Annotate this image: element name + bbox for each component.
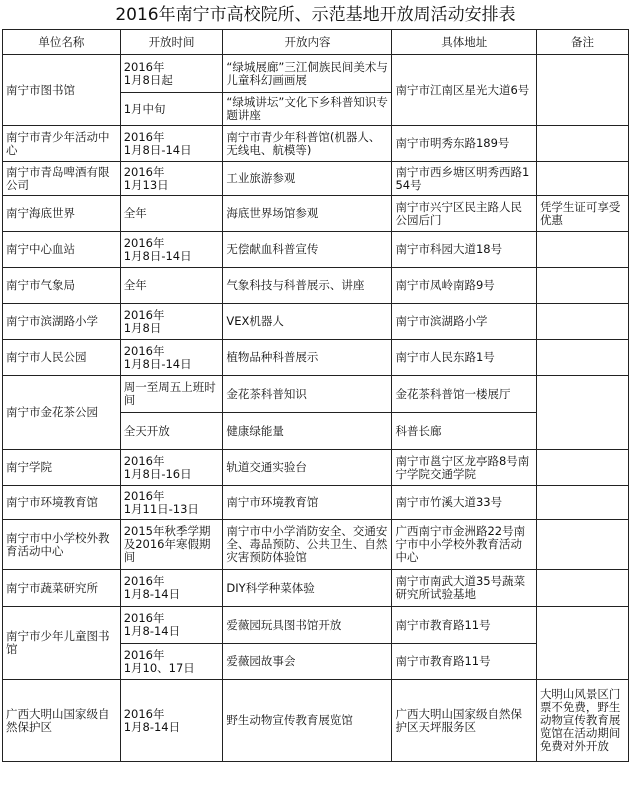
cell-time: 2016年 1月11日-13日 bbox=[120, 486, 223, 520]
table-row bbox=[3, 162, 629, 196]
cell-content: 南宁市中小学消防安全、交通安全、毒品预防、公共卫生、自然灾害预防体验馆 bbox=[223, 520, 392, 570]
cell-address: 广西大明山国家级自然保护区天坪服务区 bbox=[392, 680, 536, 762]
cell-time: 2016年 1月10、17日 bbox=[120, 644, 223, 680]
cell-address: 南宁市兴宁区民主路人民公园后门 bbox=[392, 196, 536, 232]
cell-content: 工业旅游参观 bbox=[223, 162, 392, 196]
header-note: 备注 bbox=[536, 30, 628, 55]
table-row bbox=[3, 450, 629, 486]
cell-unit: 南宁市滨湖路小学 bbox=[3, 304, 121, 340]
cell-note bbox=[536, 55, 628, 126]
cell-address: 南宁市教育路11号 bbox=[392, 644, 536, 680]
cell-address: 南宁市滨湖路小学 bbox=[392, 304, 536, 340]
cell-time: 2016年 1月8日起 bbox=[120, 55, 223, 93]
header-unit: 单位名称 bbox=[3, 30, 121, 55]
cell-unit: 南宁市中小学校外教育活动中心 bbox=[3, 520, 121, 570]
cell-address: 南宁市竹溪大道33号 bbox=[392, 486, 536, 520]
cell-time: 2016年 1月8日-14日 bbox=[120, 232, 223, 268]
header-address: 具体地址 bbox=[392, 30, 536, 55]
cell-unit: 南宁市青岛啤酒有限公司 bbox=[3, 162, 121, 196]
table-row bbox=[3, 520, 629, 570]
cell-unit: 南宁市金花茶公园 bbox=[3, 376, 121, 450]
cell-content: 爱薇园玩具图书馆开放 bbox=[223, 607, 392, 644]
cell-note bbox=[536, 376, 628, 450]
cell-content: 南宁市环境教育馆 bbox=[223, 486, 392, 520]
cell-note bbox=[536, 126, 628, 162]
cell-note: 大明山风景区门票不免费，野生动物宣传教育展览馆在活动期间免费对外开放 bbox=[536, 680, 628, 762]
cell-content: 海底世界场馆参观 bbox=[223, 196, 392, 232]
table-row bbox=[3, 340, 629, 376]
cell-unit: 南宁市图书馆 bbox=[3, 55, 121, 126]
table-row bbox=[3, 196, 629, 232]
cell-unit: 南宁中心血站 bbox=[3, 232, 121, 268]
header-content: 开放内容 bbox=[223, 30, 392, 55]
cell-content: 爱薇园故事会 bbox=[223, 644, 392, 680]
cell-time: 2016年 1月13日 bbox=[120, 162, 223, 196]
cell-note bbox=[536, 268, 628, 304]
header-row bbox=[3, 30, 629, 55]
cell-time: 1月中旬 bbox=[120, 93, 223, 126]
cell-content: DIY科学种菜体验 bbox=[223, 570, 392, 607]
cell-unit: 广西大明山国家级自然保护区 bbox=[3, 680, 121, 762]
cell-content: 气象科技与科普展示、讲座 bbox=[223, 268, 392, 304]
cell-note bbox=[536, 570, 628, 607]
cell-time: 2016年 1月8-14日 bbox=[120, 680, 223, 762]
cell-address: 南宁市南武大道35号蔬菜研究所试验基地 bbox=[392, 570, 536, 607]
cell-address: 南宁市教育路11号 bbox=[392, 607, 536, 644]
table-row bbox=[3, 304, 629, 340]
table-row bbox=[3, 55, 629, 93]
cell-time: 全年 bbox=[120, 196, 223, 232]
cell-unit: 南宁市人民公园 bbox=[3, 340, 121, 376]
cell-content: 轨道交通实验台 bbox=[223, 450, 392, 486]
cell-address: 金花茶科普馆一楼展厅 bbox=[392, 376, 536, 413]
cell-time: 2016年 1月8日-14日 bbox=[120, 340, 223, 376]
cell-time: 周一至周五上班时间 bbox=[120, 376, 223, 413]
table-row bbox=[3, 570, 629, 607]
cell-note bbox=[536, 607, 628, 680]
table-row bbox=[3, 126, 629, 162]
cell-address: 南宁市明秀东路189号 bbox=[392, 126, 536, 162]
cell-time: 2016年 1月8-14日 bbox=[120, 570, 223, 607]
cell-content: 无偿献血科普宣传 bbox=[223, 232, 392, 268]
cell-time: 2015年秋季学期及2016年寒假期间 bbox=[120, 520, 223, 570]
cell-content: “绿城展廊”三江侗族民间美术与儿童科幻画画展 bbox=[223, 55, 392, 93]
cell-address: 南宁市江南区星光大道6号 bbox=[392, 55, 536, 126]
cell-time: 2016年 1月8-14日 bbox=[120, 607, 223, 644]
table-row bbox=[3, 268, 629, 304]
cell-unit: 南宁市气象局 bbox=[3, 268, 121, 304]
cell-content: “绿城讲坛”文化下乡科普知识专题讲座 bbox=[223, 93, 392, 126]
cell-content: 健康绿能量 bbox=[223, 413, 392, 450]
cell-note bbox=[536, 232, 628, 268]
cell-note bbox=[536, 162, 628, 196]
cell-note: 凭学生证可享受优惠 bbox=[536, 196, 628, 232]
cell-content: 金花茶科普知识 bbox=[223, 376, 392, 413]
cell-address: 广西南宁市金洲路22号南宁市中小学校外教育活动中心 bbox=[392, 520, 536, 570]
table-row bbox=[3, 486, 629, 520]
cell-unit: 南宁市少年儿童图书馆 bbox=[3, 607, 121, 680]
cell-unit: 南宁市蔬菜研究所 bbox=[3, 570, 121, 607]
cell-time: 全天开放 bbox=[120, 413, 223, 450]
cell-address: 南宁市科园大道18号 bbox=[392, 232, 536, 268]
cell-content: 野生动物宣传教育展览馆 bbox=[223, 680, 392, 762]
cell-time: 2016年 1月8日-16日 bbox=[120, 450, 223, 486]
document-title: 2016年南宁市高校院所、示范基地开放周活动安排表 bbox=[115, 5, 516, 25]
schedule-table bbox=[2, 29, 629, 762]
cell-address: 南宁市邕宁区龙亭路8号南宁学院交通学院 bbox=[392, 450, 536, 486]
cell-time: 全年 bbox=[120, 268, 223, 304]
cell-note bbox=[536, 450, 628, 486]
cell-address: 南宁市人民东路1号 bbox=[392, 340, 536, 376]
cell-note bbox=[536, 520, 628, 570]
cell-unit: 南宁市青少年活动中心 bbox=[3, 126, 121, 162]
header-time: 开放时间 bbox=[120, 30, 223, 55]
cell-address: 南宁市凤岭南路9号 bbox=[392, 268, 536, 304]
table-row bbox=[3, 232, 629, 268]
cell-unit: 南宁市环境教育馆 bbox=[3, 486, 121, 520]
cell-time: 2016年 1月8日 bbox=[120, 304, 223, 340]
table-row bbox=[3, 607, 629, 644]
cell-unit: 南宁学院 bbox=[3, 450, 121, 486]
cell-note bbox=[536, 304, 628, 340]
cell-content: 植物品种科普展示 bbox=[223, 340, 392, 376]
cell-time: 2016年 1月8日-14日 bbox=[120, 126, 223, 162]
cell-note bbox=[536, 486, 628, 520]
table-row bbox=[3, 680, 629, 762]
cell-address: 科普长廊 bbox=[392, 413, 536, 450]
cell-unit: 南宁海底世界 bbox=[3, 196, 121, 232]
cell-address: 南宁市西乡塘区明秀西路154号 bbox=[392, 162, 536, 196]
cell-content: VEX机器人 bbox=[223, 304, 392, 340]
cell-note bbox=[536, 340, 628, 376]
table-row bbox=[3, 376, 629, 413]
cell-content: 南宁市青少年科普馆(机器人、无线电、航模等) bbox=[223, 126, 392, 162]
